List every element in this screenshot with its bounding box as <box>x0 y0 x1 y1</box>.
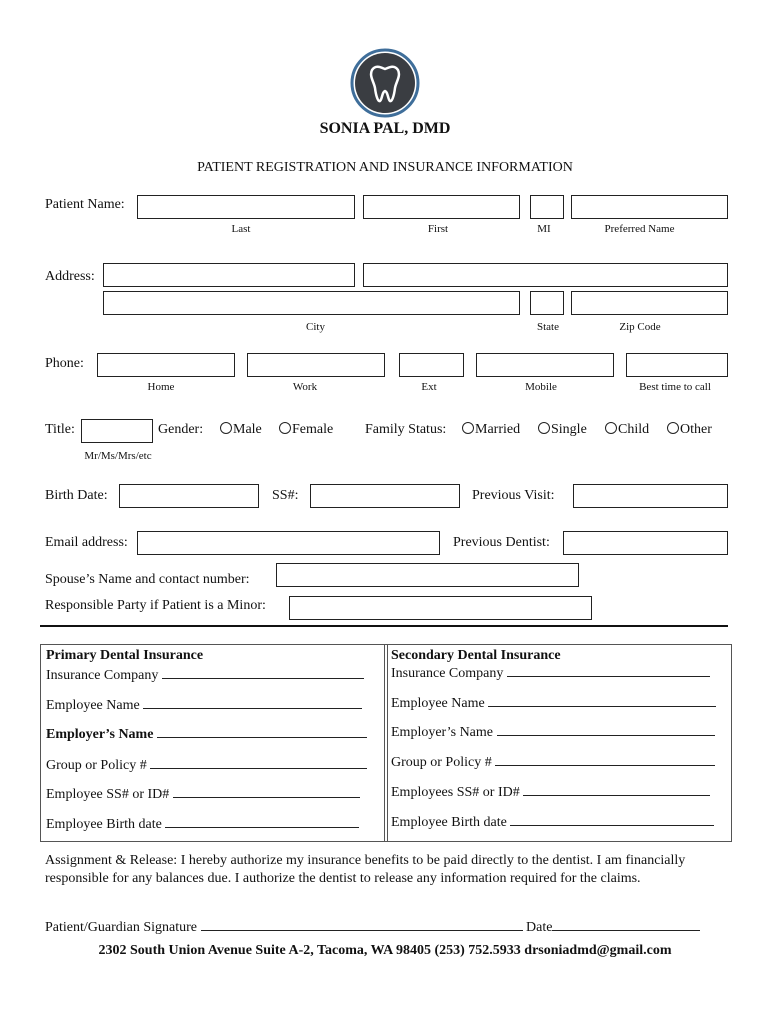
date-line[interactable] <box>552 918 700 931</box>
secondary-employee-name-label: Employee Name <box>391 696 485 711</box>
radio-icon[interactable] <box>279 422 291 434</box>
address-line1-field[interactable] <box>103 263 355 287</box>
doctor-name: SONIA PAL, DMD <box>319 120 451 137</box>
radio-icon[interactable] <box>667 422 679 434</box>
input-line[interactable] <box>507 664 710 677</box>
input-line[interactable] <box>157 725 367 738</box>
insurance-column-divider-inner <box>387 644 388 842</box>
radio-icon[interactable] <box>462 422 474 434</box>
family-option-other[interactable] <box>667 422 712 438</box>
previous-dentist-label: Previous Dentist: <box>453 535 550 550</box>
primary-employee-ss-label: Employee SS# or ID# <box>46 787 170 802</box>
secondary-insurance-company[interactable] <box>391 664 710 682</box>
previous-dentist-field[interactable] <box>563 531 728 555</box>
section-divider <box>40 625 728 627</box>
form-title: PATIENT REGISTRATION AND INSURANCE INFORMATION <box>197 160 573 175</box>
radio-icon[interactable] <box>605 422 617 434</box>
preferred-name-sublabel: Preferred Name <box>604 223 675 235</box>
family-option-child[interactable] <box>605 422 649 438</box>
home-sublabel: Home <box>147 381 175 393</box>
last-name-field[interactable] <box>137 195 355 219</box>
title-label: Title: <box>45 422 75 437</box>
input-line[interactable] <box>497 723 715 736</box>
primary-employer-name-label: Employer’s Name <box>46 727 154 742</box>
previous-visit-label: Previous Visit: <box>472 488 555 503</box>
zip-field[interactable] <box>571 291 728 315</box>
tooth-logo-icon <box>350 48 420 118</box>
previous-visit-field[interactable] <box>573 484 728 508</box>
family-option-label: Other <box>680 422 712 437</box>
primary-group-policy-label: Group or Policy # <box>46 758 147 773</box>
secondary-group-policy[interactable] <box>391 753 715 771</box>
signature-line[interactable] <box>201 918 523 931</box>
state-sublabel: State <box>537 321 559 333</box>
radio-icon[interactable] <box>220 422 232 434</box>
phone-label: Phone: <box>45 356 84 371</box>
best-time-field[interactable] <box>626 353 728 377</box>
work-sublabel: Work <box>292 381 318 393</box>
mi-field[interactable] <box>530 195 564 219</box>
ext-field[interactable] <box>399 353 464 377</box>
first-sublabel: First <box>427 223 449 235</box>
secondary-employee-birth[interactable] <box>391 813 714 831</box>
primary-insurance-company-label: Insurance Company <box>46 668 159 683</box>
gender-option-female[interactable] <box>279 422 333 438</box>
primary-employee-name-label: Employee Name <box>46 698 140 713</box>
responsible-party-label: Responsible Party if Patient is a Minor: <box>45 598 266 613</box>
title-sublabel: Mr/Ms/Mrs/etc <box>84 450 152 462</box>
patient-name-label: Patient Name: <box>45 197 125 212</box>
birth-date-label: Birth Date: <box>45 488 108 503</box>
preferred-name-field[interactable] <box>571 195 728 219</box>
birth-date-field[interactable] <box>119 484 259 508</box>
secondary-employee-birth-label: Employee Birth date <box>391 815 507 830</box>
footer-address: 2302 South Union Avenue Suite A-2, Tacoma, WA 98405 (253) 752.5933 drsoniadmd@gmail.com <box>98 943 672 958</box>
ss-field[interactable] <box>310 484 460 508</box>
date-label: Date <box>526 920 553 935</box>
family-status-label: Family Status: <box>365 422 447 437</box>
secondary-employee-ss-label: Employees SS# or ID# <box>391 785 520 800</box>
family-option-label: Single <box>551 422 587 437</box>
assignment-release-text: Assignment & Release: I hereby authorize my insurance benefits to be paid directly to the dentist. I am financially responsible for any balances due. I authorize the dentist to release any information required for the claims. <box>45 853 686 886</box>
email-label: Email address: <box>45 535 128 550</box>
gender-label: Gender: <box>158 422 204 437</box>
primary-employer-name[interactable] <box>46 725 367 743</box>
secondary-employee-ss[interactable] <box>391 783 710 801</box>
secondary-employer-name[interactable] <box>391 723 715 741</box>
home-phone-field[interactable] <box>97 353 235 377</box>
signature-label: Patient/Guardian Signature <box>45 920 198 935</box>
email-field[interactable] <box>137 531 440 555</box>
primary-employee-birth-label: Employee Birth date <box>46 817 162 832</box>
family-option-label: Married <box>475 422 521 437</box>
ss-label: SS#: <box>272 488 299 503</box>
primary-employee-birth[interactable] <box>46 815 359 833</box>
secondary-employee-name[interactable] <box>391 694 716 712</box>
work-phone-field[interactable] <box>247 353 385 377</box>
input-line[interactable] <box>495 753 715 766</box>
primary-employee-ss[interactable] <box>46 785 360 803</box>
insurance-column-divider <box>384 644 385 842</box>
state-field[interactable] <box>530 291 564 315</box>
city-field[interactable] <box>103 291 520 315</box>
title-field[interactable] <box>81 419 153 443</box>
secondary-insurance-heading: Secondary Dental Insurance <box>391 648 561 663</box>
input-line[interactable] <box>510 813 714 826</box>
secondary-group-policy-label: Group or Policy # <box>391 755 492 770</box>
input-line[interactable] <box>165 815 359 828</box>
primary-insurance-company[interactable] <box>46 666 364 684</box>
mobile-phone-field[interactable] <box>476 353 614 377</box>
last-sublabel: Last <box>231 223 251 235</box>
gender-option-label: Female <box>292 422 334 437</box>
primary-group-policy[interactable] <box>46 756 367 774</box>
primary-employee-name[interactable] <box>46 696 362 714</box>
gender-option-label: Male <box>233 422 262 437</box>
input-line[interactable] <box>150 756 367 769</box>
first-name-field[interactable] <box>363 195 520 219</box>
primary-insurance-heading: Primary Dental Insurance <box>46 648 204 663</box>
zip-sublabel: Zip Code <box>619 321 661 333</box>
input-line[interactable] <box>523 783 710 796</box>
family-option-married[interactable] <box>462 422 520 438</box>
input-line[interactable] <box>162 666 364 679</box>
ext-sublabel: Ext <box>421 381 437 393</box>
mobile-sublabel: Mobile <box>525 381 557 393</box>
address-label: Address: <box>45 269 95 284</box>
gender-option-male[interactable] <box>220 422 262 438</box>
address-line2-field[interactable] <box>363 263 728 287</box>
signature-row[interactable] <box>45 918 700 936</box>
best-time-sublabel: Best time to call <box>639 381 711 393</box>
secondary-insurance-company-label: Insurance Company <box>391 666 504 681</box>
input-line[interactable] <box>143 696 362 709</box>
mi-sublabel: MI <box>537 223 551 235</box>
radio-icon[interactable] <box>538 422 550 434</box>
family-option-single[interactable] <box>538 422 587 438</box>
spouse-label: Spouse’s Name and contact number: <box>45 572 250 587</box>
family-option-label: Child <box>618 422 650 437</box>
spouse-field[interactable] <box>276 563 579 587</box>
city-sublabel: City <box>306 321 325 333</box>
input-line[interactable] <box>488 694 716 707</box>
secondary-employer-name-label: Employer’s Name <box>391 725 493 740</box>
responsible-party-field[interactable] <box>289 596 592 620</box>
input-line[interactable] <box>173 785 360 798</box>
